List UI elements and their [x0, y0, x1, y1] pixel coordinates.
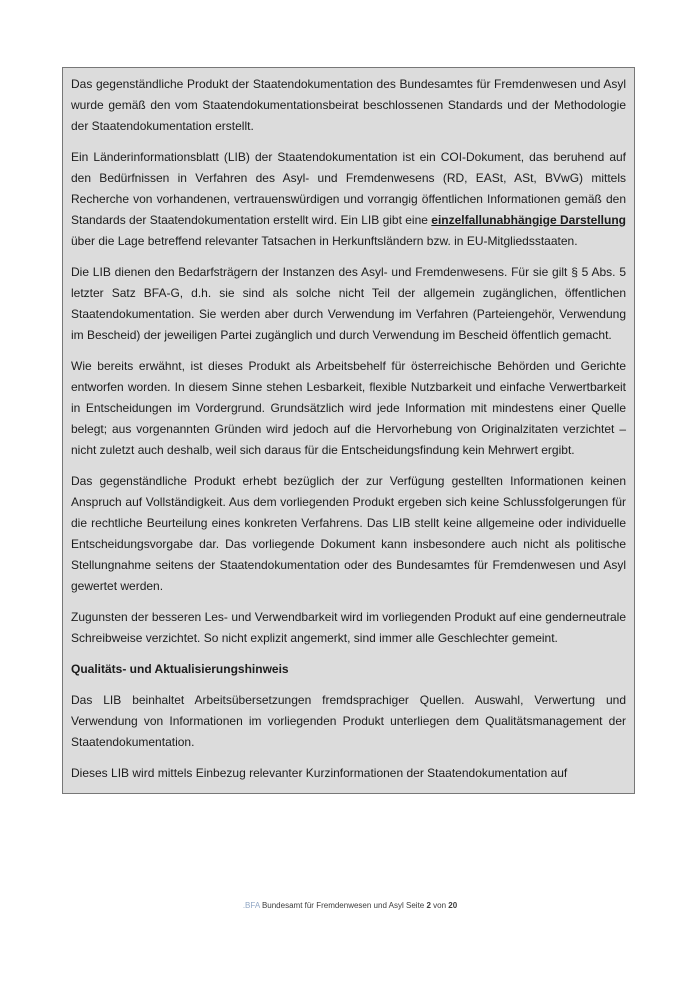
text-run: Wie bereits erwähnt, ist dieses Produkt als Arbeitsbehelf für österreichische Behörden und Gerichte entworfen worden. In diesem Sinne stehen Lesbarkeit, flexible Nutzbarkeit und einfache Verwertbarkeit in Entscheidungen im Vordergrund. Grundsätzlich wird jede Information mit mindestens einer Quelle belegt; aus vorgenannten Gründen wird jedoch auf die Hervorhebung von Originalzitaten verzichtet – nicht zuletzt auch deshalb, weil sich daraus für die Entscheidungsfindung kein Mehrwert ergibt. [71, 359, 626, 457]
footer-page-number: 2 [426, 901, 431, 910]
paragraph [71, 147, 626, 252]
text-run: Dieses LIB wird mittels Einbezug relevanter Kurzinformationen der Staatendokumentation auf [71, 766, 568, 780]
bfa-logo: .BFA [242, 901, 260, 910]
footer-page-separator: von [430, 901, 449, 910]
text-run: Das gegenständliche Produkt erhebt bezüglich der zur Verfügung gestellten Informationen keinen Anspruch auf Vollständigkeit. Aus dem vorliegenden Produkt ergeben sich keine Schlussfolgerungen für die rechtliche Beurteilung eines konkreten Verfahrens. Das LIB stellt keine allgemeine oder individuelle Entscheidungsvorgabe dar. Das vorliegende Dokument kann insbesondere auch nicht als politische Stellungnahme seitens der Staatendokumentation oder des Bundesamtes für Fremdenwesen und Asyl gewertet werden. [71, 474, 626, 593]
paragraph [71, 262, 626, 346]
text-run: einzelfallunabhängige Darstellung [431, 213, 626, 227]
section-heading [71, 659, 626, 680]
paragraph [71, 471, 626, 597]
paragraph [71, 690, 626, 753]
paragraph [71, 356, 626, 461]
text-run: Qualitäts- und Aktualisierungshinweis [71, 662, 289, 676]
text-run: über die Lage betreffend relevanter Tatsachen in Herkunftsländern bzw. in EU-Mitgliedsstaaten. [71, 234, 578, 248]
content-box [62, 67, 635, 794]
footer-page-total: 20 [448, 901, 458, 910]
text-run: Die LIB dienen den Bedarfsträgern der Instanzen des Asyl- und Fremdenwesens. Für sie gilt § 5 Abs. 5 letzter Satz BFA-G, d.h. sie sind als solche nicht Teil der allgemein zugänglichen, öffentlichen Staatendokumentation. Sie werden aber durch Verwendung im Verfahren (Parteiengehör, Verwendung im Bescheid) der jeweiligen Partei zugänglich und durch Verwendung im Bescheid öffentlich gemacht. [71, 265, 626, 342]
text-run: Zugunsten der besseren Les- und Verwendbarkeit wird im vorliegenden Produkt auf eine genderneutrale Schreibweise verzichtet. So nicht explizit angemerkt, sind immer alle Geschlechter gemeint. [71, 610, 626, 645]
text-run: Ein Länderinformationsblatt (LIB) der Staatendokumentation ist ein COI-Dokument, das beruhend auf den Bedürfnissen in Verfahren des Asyl- und Fremdenwesens (RD, EASt, ASt, BVwG) mittels Recherche von vorhandenen, vertrauenswürdigen und vorrangig öffentlichen Informationen gemäß den Standards der Staatendokumentation erstellt wird. Ein LIB gibt eine [71, 150, 626, 227]
paragraph [71, 74, 626, 137]
text-run: Das LIB beinhaltet Arbeitsübersetzungen fremdsprachiger Quellen. Auswahl, Verwertung und Verwendung von Informationen im vorliegenden Produkt unterliegen dem Qualitätsmanagement der Staatendokumentation. [71, 693, 626, 749]
text-run: Das gegenständliche Produkt der Staatendokumentation des Bundesamtes für Fremdenwesen und Asyl wurde gemäß den vom Staatendokumentationsbeirat beschlossenen Standards und der Methodologie der Staatendokumentation erstellt. [71, 77, 626, 133]
paragraph [71, 607, 626, 649]
footer-org-text: Bundesamt für Fremdenwesen und Asyl Seite [259, 901, 427, 910]
page-footer [0, 900, 700, 912]
paragraph [71, 763, 626, 784]
